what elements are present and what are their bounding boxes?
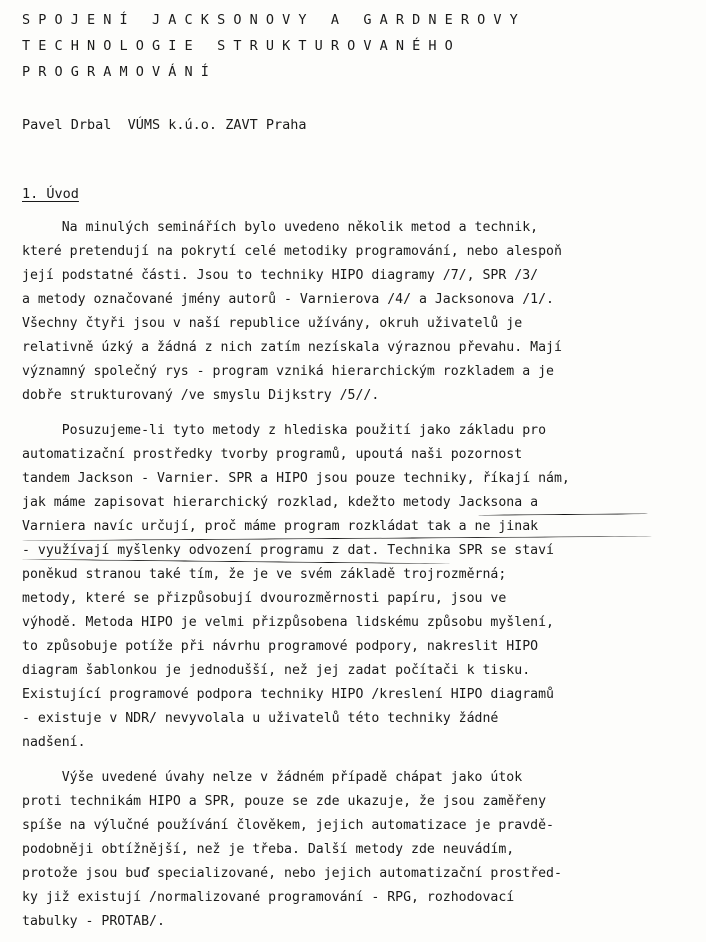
paragraph-1-line: Na minulých seminářích bylo uvedeno několik metod a technik, bbox=[22, 220, 539, 235]
paragraph-1-line: Všechny čtyři jsou v naší republice užívány, okruh uživatelů je bbox=[22, 316, 523, 331]
author-line: Pavel Drbal VÚMS k.ú.o. ZAVT Praha bbox=[22, 117, 307, 133]
paragraph-2-line: - existuje v NDR/ nevyvolala u uživatelů této techniky žádné bbox=[22, 711, 499, 726]
hand-underline bbox=[478, 513, 648, 515]
paragraph-2-line: výhodě. Metoda HIPO je velmi přizpůsobena lidskému způsobu myšlení, bbox=[22, 615, 554, 630]
paragraph-1-line: její podstatné části. Jsou to techniky HIPO diagramy /7/, SPR /3/ bbox=[22, 268, 539, 283]
title-line-1: S P O J E N Í J A C K S O N O V Y A G A R D N E R O V Y bbox=[22, 12, 518, 28]
paragraph-3-line: protože jsou buď specializované, nebo jejich automatizační prostřed- bbox=[22, 866, 562, 881]
paragraph-3-line: tabulky - PROTAB/. bbox=[22, 914, 165, 929]
paragraph-2-line: Posuzujeme-li tyto metody z hlediska použití jako základu pro bbox=[22, 423, 547, 438]
paragraph-3-line: ky již existují /normalizované programování - RPG, rozhodovací bbox=[22, 890, 515, 905]
hand-underline bbox=[22, 536, 652, 541]
paragraph-2-line: Varniera navíc určují, proč máme program rozkládat tak a ne jinak bbox=[22, 519, 539, 534]
title-line-2: T E C H N O L O G I E S T R U K T U R O V A N É H O bbox=[22, 38, 453, 54]
paragraph-3-line: spíše na výlučné používání člověkem, jejich automatizace je pravdě- bbox=[22, 818, 554, 833]
paragraph-2-line: tandem Jackson - Varnier. SPR a HIPO jsou pouze techniky, říkají nám, bbox=[22, 471, 570, 486]
paragraph-3-line: proti technikám HIPO a SPR, pouze se zde ukazuje, že jsou zaměřeny bbox=[22, 794, 547, 809]
paragraph-2-line: Existující programové podpora techniky HIPO /kreslení HIPO diagramů bbox=[22, 687, 554, 702]
paragraph-1-line: relativně úzký a žádná z nich zatím nezískala výraznou převahu. Mají bbox=[22, 340, 562, 355]
paragraph-2-line: nadšení. bbox=[22, 735, 86, 750]
paragraph-2-line: to způsobuje potíže při návrhu programové podpory, nakreslit HIPO bbox=[22, 639, 539, 654]
paragraph-3-line: Výše uvedené úvahy nelze v žádném případě chápat jako útok bbox=[22, 770, 523, 785]
title-line-3: P R O G R A M O V Á N Í bbox=[22, 64, 209, 80]
paragraph-2-line: automatizační prostředky tvorby programů, upoutá naši pozornost bbox=[22, 447, 523, 462]
section-heading: 1. Úvod bbox=[22, 186, 79, 202]
paragraph-2-line: diagram šablonkou je jednodušší, než jej zadat počítači k tisku. bbox=[22, 663, 531, 678]
paragraph-1-line: které pretendují na pokrytí celé metodiky programování, nebo alespoň bbox=[22, 244, 562, 259]
paragraph-2-line: - využívají myšlenky odvození programu z dat. Technika SPR se staví bbox=[22, 543, 554, 558]
paragraph-1-line: dobře strukturovaný /ve smyslu Dijkstry /5//. bbox=[22, 388, 380, 403]
paragraph-1-line: významný společný rys - program vzniká hierarchickým rozkladem a je bbox=[22, 364, 554, 379]
paragraph-3-line: podobněji obtížnější, než je třeba. Další metody zde neuvádím, bbox=[22, 842, 515, 857]
paragraph-1-line: a metody označované jmény autorů - Varnierova /4/ a Jacksonova /1/. bbox=[22, 292, 554, 307]
paragraph-2-line: metody, které se přizpůsobují dvourozměrnosti papíru, jsou ve bbox=[22, 591, 507, 606]
paragraph-2-line: jak máme zapisovat hierarchický rozklad, kdežto metody Jacksona a bbox=[22, 495, 539, 510]
paragraph-2-line: poněkud stranou také tím, že je ve svém základě trojrozměrná; bbox=[22, 567, 507, 582]
hand-underline bbox=[22, 559, 450, 564]
